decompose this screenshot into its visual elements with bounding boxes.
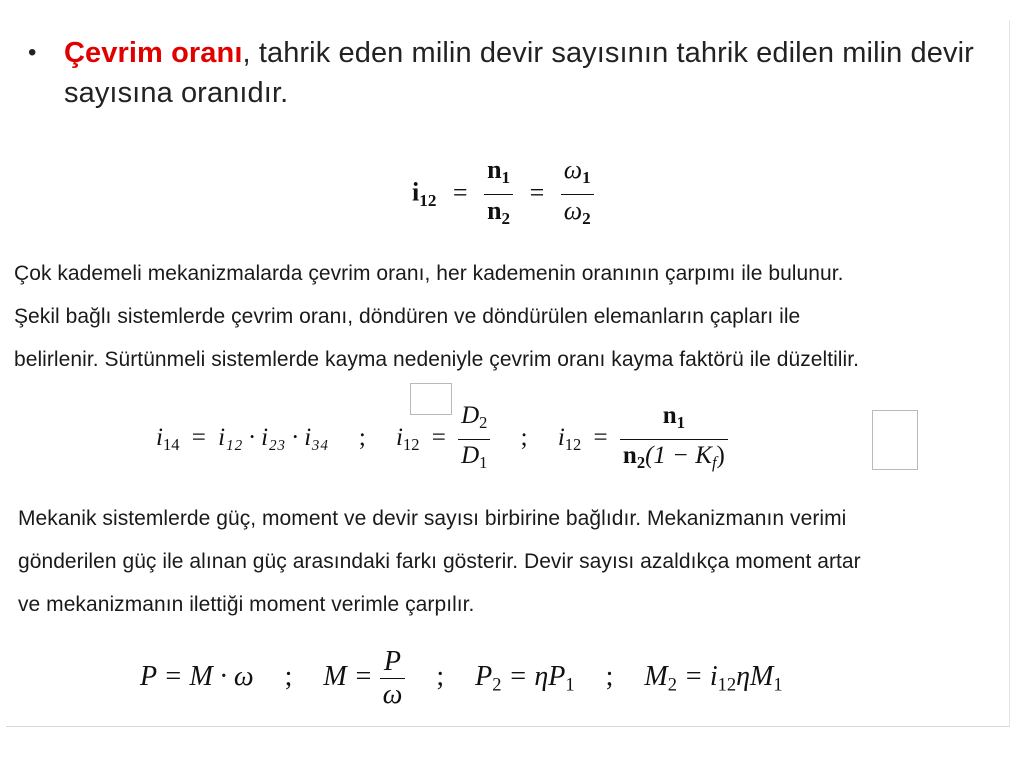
eq2-n2-sub: 2 <box>636 452 646 472</box>
paragraph-1-line-3: belirlenir. Sürtünmeli sistemlerde kayma nedeniyle çevrim oranı kayma faktörü ile düzeltilir. <box>14 348 859 371</box>
eq2-a-lhs: i <box>156 424 163 452</box>
eq3-p: P <box>383 646 402 677</box>
eq1-frac-n-den <box>484 195 513 235</box>
bullet-term: Çevrim oranı <box>64 37 243 69</box>
eq2-c-equals: = <box>593 424 608 452</box>
paragraph-2-line-1: Mekanik sistemlerde güç, moment ve devir sayısı birbirine bağlıdır. Mekanizmanın verimi <box>18 507 847 530</box>
eq3-eta-m: ηM <box>736 660 774 692</box>
eq1-w1-sub: 1 <box>582 168 591 188</box>
eq3-eta-p: = ηP <box>508 660 566 692</box>
eq3-m2-sub: 2 <box>667 674 677 695</box>
eq1-frac-w <box>561 154 594 235</box>
eq2-b-lhs: i <box>396 424 403 452</box>
eq1-n2-sub: 2 <box>501 209 511 229</box>
equation-power-moment <box>140 646 783 711</box>
eq1-equals-2: = <box>529 177 545 207</box>
eq2-b-lhs-sub: 12 <box>402 435 420 455</box>
eq3-moment-frac <box>380 646 406 711</box>
eq3-i: = i <box>683 660 718 692</box>
eq2-n2: n <box>622 441 637 469</box>
eq1-frac-w-num <box>561 154 594 195</box>
eq2-d1-sub: 1 <box>479 452 488 472</box>
eq3-p1-sub: 1 <box>565 674 575 695</box>
eq2-c-frac <box>620 400 728 479</box>
eq2-b-equals: = <box>431 424 446 452</box>
eq3-moment-num <box>380 646 406 679</box>
eq1-equals-1: = <box>452 177 468 207</box>
eq2-kf-sub: f <box>711 452 717 472</box>
eq2-b-frac <box>458 400 490 479</box>
eq1-n2: n <box>487 196 502 226</box>
eq1-w2-sub: 2 <box>582 209 591 229</box>
eq3-moment-lhs: M = <box>323 660 373 692</box>
bullet-text <box>64 33 984 113</box>
eq2-n1: n <box>662 402 677 429</box>
eq3-p2-sub: 2 <box>492 674 502 695</box>
eq2-n1-sub: 1 <box>676 412 685 432</box>
eq1-w1: ω <box>563 155 583 184</box>
eq1-frac-n-num <box>484 154 513 195</box>
eq2-sep-2: ; <box>520 424 528 452</box>
eq2-c-lhs-sub: 12 <box>564 435 582 455</box>
eq2-kf-close: ) <box>716 441 725 469</box>
eq2-d2: D <box>461 402 480 429</box>
paragraph-1-line-1: Çok kademeli mekanizmalarda çevrim oranı, her kademenin oranının çarpımı ile bulunur. <box>14 262 844 285</box>
eq2-a-rhs: i₁₂ · i₂₃ · i₃₄ <box>218 424 329 452</box>
eq2-kf-group: (1 − K <box>645 441 712 469</box>
eq3-moment-den <box>380 679 406 711</box>
eq1-n1-sub: 1 <box>501 168 511 188</box>
paragraph-2-line-3: ve mekanizmanın ilettiği moment verimle çarpılır. <box>18 593 475 616</box>
paragraph-2-line-2: gönderilen güç ile alınan güç arasındaki farkı gösterir. Devir sayısı azaldıkça moment artar <box>18 550 861 573</box>
eq1-frac-n <box>484 154 513 235</box>
eq2-c-lhs: i <box>557 424 565 452</box>
eq2-b-den <box>458 440 490 479</box>
eq3-m2: M <box>644 660 668 692</box>
eq2-d2-sub: 2 <box>479 412 488 432</box>
eq1-lhs: i <box>412 177 420 207</box>
eq3-sep-2: ; <box>436 660 445 692</box>
eq3-p2: P <box>475 660 493 692</box>
eq1-w2: ω <box>563 196 583 226</box>
paragraph-1-line-2: Şekil bağlı sistemlerde çevrim oranı, döndüren ve döndürülen elemanların çapları ile <box>14 305 801 328</box>
eq3-omega: ω <box>382 679 403 710</box>
eq2-b-num <box>458 400 490 440</box>
eq1-frac-w-den <box>561 195 594 235</box>
slide-frame <box>6 20 1010 727</box>
artifact-box-1 <box>410 383 452 415</box>
eq3-m1-sub: 1 <box>773 674 783 695</box>
eq3-sep-3: ; <box>605 660 614 692</box>
eq2-sep-1: ; <box>358 424 366 452</box>
bullet-body: , tahrik eden milin devir sayısının tahrik edilen milin devir sayısına oranıdır. <box>64 37 974 109</box>
equation-ratio <box>412 154 594 235</box>
eq2-c-den <box>620 440 728 479</box>
artifact-box-2 <box>872 410 918 470</box>
eq2-a-equals: = <box>191 424 206 452</box>
eq3-power: P = M · ω <box>140 660 254 692</box>
eq1-n1: n <box>487 155 502 184</box>
eq1-lhs-sub: 12 <box>419 190 437 210</box>
eq2-d1: D <box>461 441 480 469</box>
eq3-sep-1: ; <box>284 660 293 692</box>
eq2-a-lhs-sub: 14 <box>162 435 180 455</box>
eq2-c-num <box>620 400 728 440</box>
eq3-i-sub: 12 <box>717 674 737 695</box>
bullet-marker: • <box>28 39 37 66</box>
